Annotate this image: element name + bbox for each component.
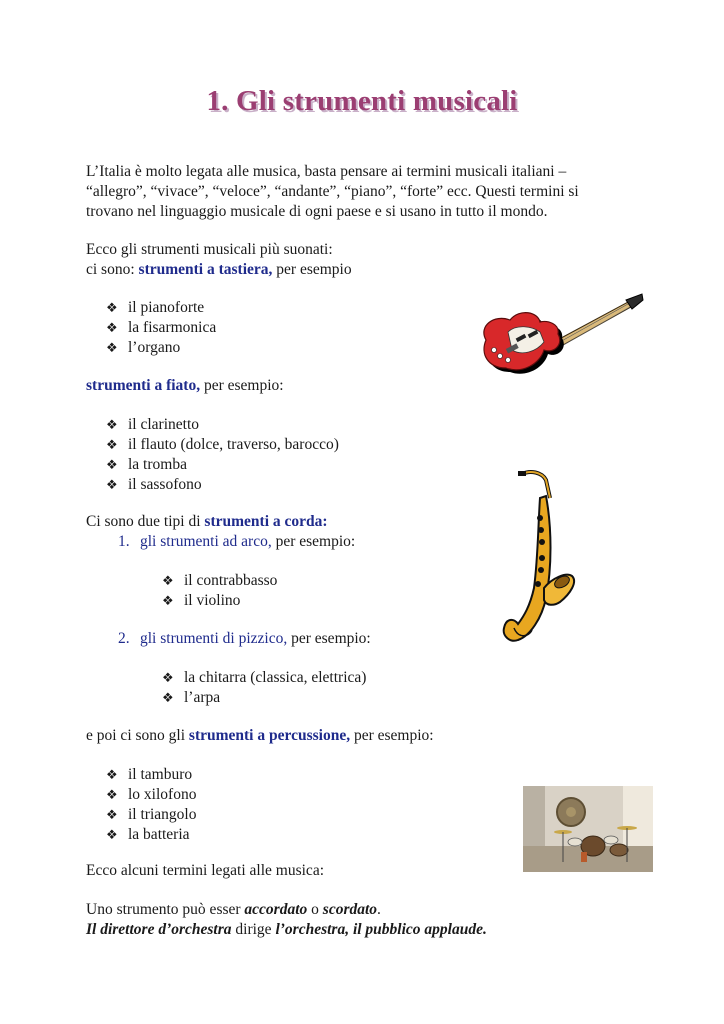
wind-heading	[86, 376, 284, 396]
term-direttore: Il direttore d’orchestra	[86, 921, 232, 938]
strings-heading	[86, 512, 328, 532]
page-title: 1. Gli strumenti musicali	[206, 85, 518, 117]
bullet-icon: ❖	[106, 437, 118, 452]
item-text: il sassofono	[128, 476, 202, 493]
bullet-icon: ❖	[106, 417, 118, 432]
item-text: la fisarmonica	[128, 319, 217, 336]
bullet-icon: ❖	[162, 573, 174, 588]
intro-line: “allegro”, “vivace”, “veloce”, “andante”, “piano”, “forte” ecc. Questi termini si	[86, 183, 579, 200]
percussion-prefix: e poi ci sono gli	[86, 727, 189, 744]
list-item	[106, 318, 216, 338]
list-item	[106, 785, 196, 805]
list-item	[162, 571, 277, 591]
list-item	[106, 455, 187, 475]
bullet-icon: ❖	[162, 593, 174, 608]
drum-kit-photo	[523, 786, 653, 872]
bullet-icon: ❖	[162, 690, 174, 705]
term-orchestra: l’orchestra, il pubblico applaude.	[275, 921, 487, 938]
bullet-icon: ❖	[106, 807, 118, 822]
list-item	[106, 415, 199, 435]
item-text: lo xilofono	[128, 786, 197, 803]
item-text: la batteria	[128, 826, 190, 843]
bullet-icon: ❖	[106, 767, 118, 782]
bullet-icon: ❖	[106, 300, 118, 315]
percussion-suffix: per esempio:	[350, 727, 434, 744]
item-text: il tamburo	[128, 766, 193, 783]
term-scordato: scordato	[322, 901, 378, 918]
sub-suffix: per esempio:	[271, 533, 356, 550]
bullet-icon: ❖	[162, 670, 174, 685]
percussion-category: strumenti a percussione,	[188, 727, 351, 744]
item-number: 2.	[118, 630, 130, 647]
terms-line-2	[86, 920, 487, 940]
electric-guitar-icon	[478, 292, 644, 384]
list-item	[106, 435, 339, 455]
sub-suffix: per esempio:	[287, 630, 371, 647]
list-item	[162, 591, 240, 611]
item-text: il contrabbasso	[184, 572, 278, 589]
list-item	[162, 688, 220, 708]
keyboard-category: strumenti a tastiera,	[138, 261, 273, 278]
intro-line: trovano nel linguaggio musicale di ogni paese e si usano in tutto il mondo.	[86, 203, 548, 220]
keyboard-prefix: ci sono:	[86, 261, 139, 278]
list-item	[106, 825, 190, 845]
item-text: la tromba	[128, 456, 187, 473]
terms-lead: Ecco alcuni termini legati alle musica:	[86, 862, 325, 879]
keyboard-suffix: per esempio	[272, 261, 352, 278]
intro-line: L’Italia è molto legata alle musica, basta pensare ai termini musicali italiani –	[86, 163, 567, 180]
strings-prefix: Ci sono due tipi di	[86, 513, 205, 530]
item-number: 1.	[118, 533, 130, 550]
bullet-icon: ❖	[106, 827, 118, 842]
item-text: la chitarra (classica, elettrica)	[184, 669, 367, 686]
keyboard-lead: Ecco gli strumenti musicali più suonati:	[86, 241, 333, 258]
bullet-icon: ❖	[106, 457, 118, 472]
item-text: il pianoforte	[128, 299, 205, 316]
strings-category: strumenti a corda:	[204, 513, 328, 530]
term-accordato: accordato	[244, 901, 308, 918]
keyboard-heading	[86, 260, 352, 280]
text: o	[307, 901, 323, 918]
item-text: il clarinetto	[128, 416, 200, 433]
text: dirige	[231, 921, 276, 938]
percussion-heading	[86, 726, 434, 746]
text: .	[377, 901, 381, 918]
numbered-item	[118, 532, 355, 552]
item-text: l’arpa	[184, 689, 221, 706]
wind-suffix: per esempio:	[200, 377, 284, 394]
bullet-icon: ❖	[106, 320, 118, 335]
list-item	[106, 765, 192, 785]
sub-category: gli strumenti di pizzico,	[140, 630, 288, 647]
item-text: il flauto (dolce, traverso, barocco)	[128, 436, 339, 453]
item-text: il violino	[184, 592, 241, 609]
bullet-icon: ❖	[106, 787, 118, 802]
numbered-item	[118, 629, 371, 649]
list-item	[106, 475, 202, 495]
bullet-icon: ❖	[106, 477, 118, 492]
list-item	[106, 298, 204, 318]
text: Uno strumento può esser	[86, 901, 245, 918]
list-item	[106, 805, 196, 825]
wind-category: strumenti a fiato,	[86, 377, 201, 394]
drum-kit-icon	[523, 786, 653, 872]
bullet-icon: ❖	[106, 340, 118, 355]
sub-category: gli strumenti ad arco,	[140, 533, 272, 550]
item-text: il triangolo	[128, 806, 197, 823]
list-item	[162, 668, 366, 688]
saxophone-icon	[500, 468, 578, 654]
item-text: l’organo	[128, 339, 181, 356]
list-item	[106, 338, 180, 358]
terms-line-1	[86, 900, 381, 920]
